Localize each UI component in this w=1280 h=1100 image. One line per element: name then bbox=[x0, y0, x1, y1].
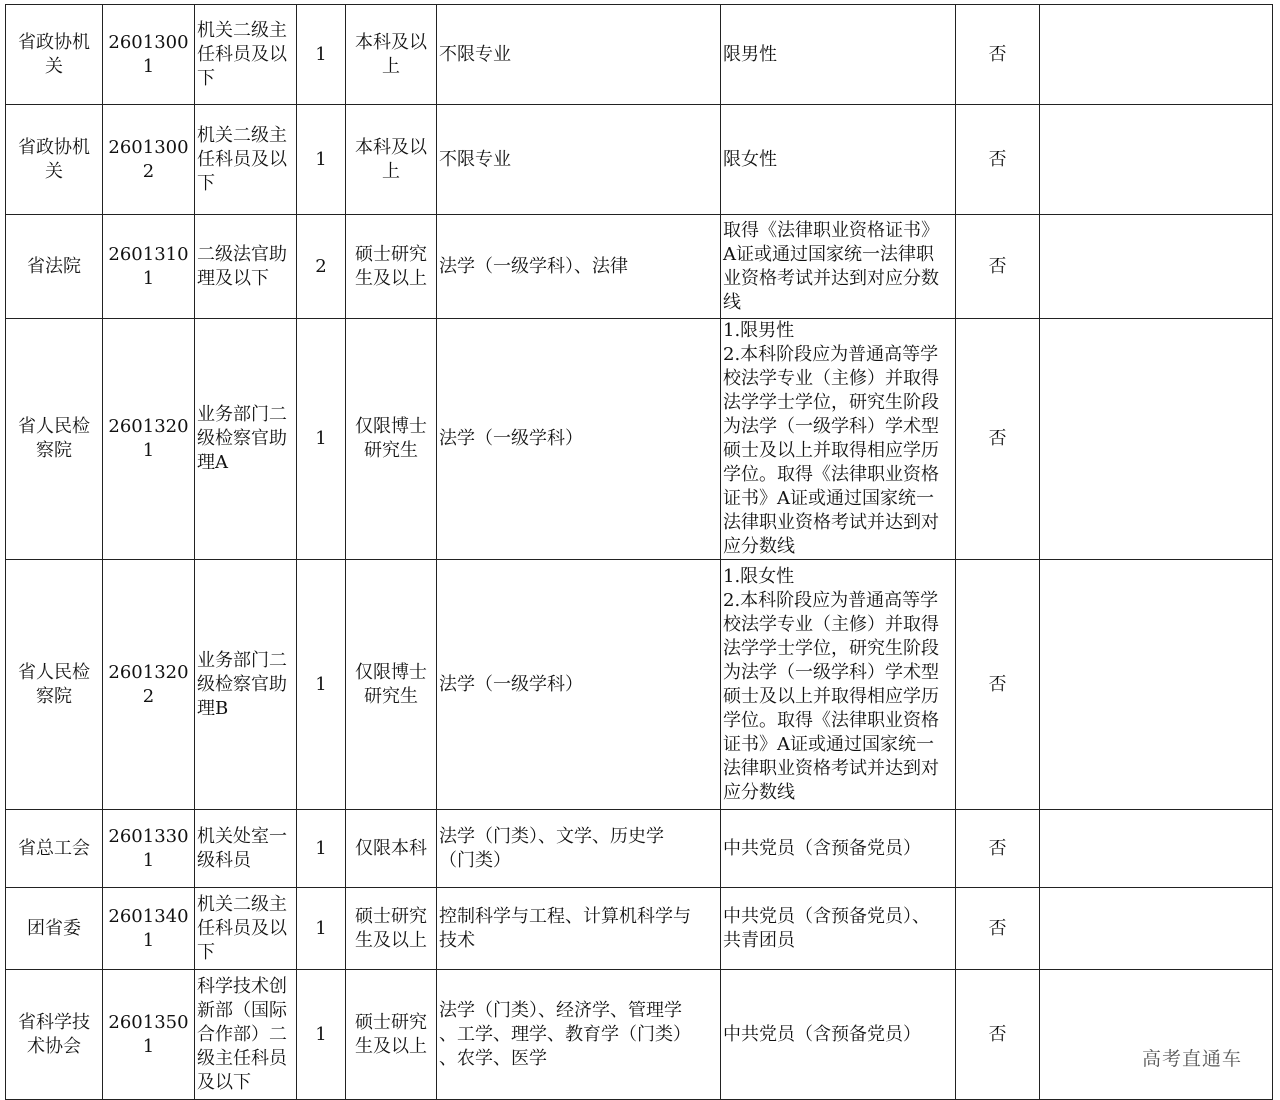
note-cell bbox=[1040, 810, 1273, 888]
position-cell-line: 二级法官助 bbox=[197, 243, 287, 265]
requirements-cell bbox=[721, 970, 956, 1100]
requirements-cell bbox=[721, 888, 956, 970]
requirements-cell-line: 校法学专业（主修）并取得 bbox=[723, 368, 939, 389]
position-cell-line: 合作部）二 bbox=[197, 1023, 287, 1045]
dept-cell bbox=[6, 215, 103, 319]
count-cell: 1 bbox=[297, 105, 346, 215]
requirements-cell-line: 中共党员（含预备党员） bbox=[723, 837, 921, 859]
table-row bbox=[6, 560, 1273, 810]
code-cell: 26013202 bbox=[103, 560, 195, 810]
education-cell bbox=[346, 5, 437, 105]
code-cell: 26013301 bbox=[103, 810, 195, 888]
table-row bbox=[6, 970, 1273, 1100]
major-cell bbox=[437, 319, 721, 560]
dept-cell-line: 省科学技 bbox=[18, 1011, 90, 1033]
position-cell-line: 任科员及以 bbox=[197, 43, 287, 65]
position-cell-line: 科学技术创 bbox=[197, 975, 287, 997]
major-cell-line: 、工学、理学、教育学（门类） bbox=[439, 1023, 691, 1045]
major-cell bbox=[437, 215, 721, 319]
requirements-cell-line: 学位。取得《法律职业资格 bbox=[723, 709, 939, 731]
major-cell-line: 法学（一级学科） bbox=[439, 428, 583, 449]
position-cell bbox=[195, 215, 297, 319]
requirements-cell-line: 学位。取得《法律职业资格 bbox=[723, 464, 939, 485]
position-cell-line: 下 bbox=[197, 172, 215, 194]
dept-cell bbox=[6, 319, 103, 560]
education-cell-line: 硕士研究 bbox=[355, 905, 427, 927]
position-cell-line: 及以下 bbox=[197, 1071, 251, 1093]
dept-cell-line: 关 bbox=[45, 55, 63, 77]
count-cell: 1 bbox=[297, 5, 346, 105]
dept-cell bbox=[6, 810, 103, 888]
major-cell-line: 法学（一级学科） bbox=[439, 673, 583, 695]
dept-cell-line: 察院 bbox=[36, 440, 72, 461]
position-cell-line: 机关处室一 bbox=[197, 825, 287, 847]
requirements-cell bbox=[721, 810, 956, 888]
education-cell-line: 生及以上 bbox=[355, 267, 427, 289]
count-cell: 1 bbox=[297, 970, 346, 1100]
dept-cell bbox=[6, 560, 103, 810]
major-cell-line: （门类） bbox=[439, 849, 511, 871]
position-cell bbox=[195, 888, 297, 970]
note-cell bbox=[1040, 319, 1273, 560]
flag-cell: 否 bbox=[956, 105, 1040, 215]
position-cell bbox=[195, 970, 297, 1100]
position-cell bbox=[195, 319, 297, 560]
flag-cell: 否 bbox=[956, 888, 1040, 970]
requirements-cell-line: A证或通过国家统一法律职 bbox=[723, 243, 934, 265]
education-cell-line: 本科及以 bbox=[355, 31, 427, 53]
table-row bbox=[6, 319, 1273, 560]
major-cell-line: 不限专业 bbox=[439, 148, 511, 170]
flag-cell: 否 bbox=[956, 319, 1040, 560]
position-cell-line: 业务部门二 bbox=[197, 649, 287, 671]
requirements-cell-line: 限女性 bbox=[723, 148, 777, 170]
requirements-cell-line: 校法学专业（主修）并取得 bbox=[723, 613, 939, 635]
major-cell bbox=[437, 105, 721, 215]
requirements-cell-line: 中共党员（含预备党员）、 bbox=[723, 905, 930, 927]
requirements-cell bbox=[721, 105, 956, 215]
requirements-cell-line: 线 bbox=[723, 291, 741, 313]
requirements-cell-line: 取得《法律职业资格证书》 bbox=[723, 219, 939, 241]
education-cell bbox=[346, 560, 437, 810]
major-cell-line: 不限专业 bbox=[439, 43, 511, 65]
requirements-cell-line: 2.本科阶段应为普通高等学 bbox=[723, 344, 939, 365]
code-cell: 26013002 bbox=[103, 105, 195, 215]
dept-cell-line: 省政协机 bbox=[18, 136, 90, 158]
position-cell bbox=[195, 810, 297, 888]
education-cell-line: 硕士研究 bbox=[355, 243, 427, 265]
major-cell-line: 、农学、医学 bbox=[439, 1047, 547, 1069]
position-cell-line: 机关二级主 bbox=[197, 893, 287, 915]
note-cell bbox=[1040, 5, 1273, 105]
requirements-cell bbox=[721, 319, 956, 560]
education-cell bbox=[346, 810, 437, 888]
position-cell-line: 下 bbox=[197, 67, 215, 89]
education-cell bbox=[346, 888, 437, 970]
requirements-cell-line: 共青团员 bbox=[723, 929, 795, 951]
dept-cell-line: 团省委 bbox=[27, 917, 81, 939]
dept-cell-line: 省政协机 bbox=[18, 31, 90, 53]
education-cell-line: 仅限博士 bbox=[355, 416, 427, 437]
dept-cell bbox=[6, 888, 103, 970]
requirements-cell-line: 证书》A证或通过国家统一 bbox=[723, 733, 934, 755]
dept-cell-line: 关 bbox=[45, 160, 63, 182]
code-cell: 26013001 bbox=[103, 5, 195, 105]
code-cell: 26013101 bbox=[103, 215, 195, 319]
note-cell bbox=[1040, 970, 1273, 1100]
position-cell-line: 机关二级主 bbox=[197, 19, 287, 41]
requirements-cell bbox=[721, 5, 956, 105]
education-cell-line: 上 bbox=[382, 55, 400, 77]
code-cell: 26013501 bbox=[103, 970, 195, 1100]
requirements-cell bbox=[721, 560, 956, 810]
note-cell bbox=[1040, 560, 1273, 810]
position-cell-line: 任科员及以 bbox=[197, 917, 287, 939]
requirements-cell-line: 业资格考试并达到对应分数 bbox=[723, 267, 939, 289]
dept-cell-line: 省人民检 bbox=[18, 416, 90, 437]
note-cell bbox=[1040, 215, 1273, 319]
flag-cell: 否 bbox=[956, 970, 1040, 1100]
count-cell: 2 bbox=[297, 215, 346, 319]
count-cell: 1 bbox=[297, 888, 346, 970]
requirements-cell-line: 法学学士学位，研究生阶段 bbox=[723, 637, 939, 659]
flag-cell: 否 bbox=[956, 215, 1040, 319]
requirements-cell-line: 应分数线 bbox=[723, 781, 795, 803]
count-cell: 1 bbox=[297, 319, 346, 560]
major-cell bbox=[437, 810, 721, 888]
position-cell-line: 级检察官助 bbox=[197, 428, 287, 449]
requirements-cell-line: 为法学（一级学科）学术型 bbox=[723, 661, 939, 683]
position-cell-line: 理B bbox=[197, 697, 229, 719]
requirements-cell-line: 法律职业资格考试并达到对 bbox=[723, 757, 939, 779]
count-cell: 1 bbox=[297, 560, 346, 810]
education-cell-line: 研究生 bbox=[364, 685, 418, 707]
position-cell bbox=[195, 5, 297, 105]
table-row bbox=[6, 888, 1273, 970]
education-cell-line: 仅限本科 bbox=[355, 837, 427, 859]
requirements-cell-line: 中共党员（含预备党员） bbox=[723, 1023, 921, 1045]
dept-cell-line: 察院 bbox=[36, 685, 72, 707]
major-cell bbox=[437, 5, 721, 105]
major-cell-line: 法学（一级学科）、法律 bbox=[439, 255, 628, 277]
table-row bbox=[6, 810, 1273, 888]
requirements-cell-line: 应分数线 bbox=[723, 536, 795, 557]
dept-cell bbox=[6, 5, 103, 105]
dept-cell-line: 省总工会 bbox=[18, 837, 90, 859]
position-cell-line: 理A bbox=[197, 452, 228, 473]
education-cell-line: 生及以上 bbox=[355, 1035, 427, 1057]
note-cell bbox=[1040, 105, 1273, 215]
position-cell bbox=[195, 105, 297, 215]
education-cell-line: 仅限博士 bbox=[355, 661, 427, 683]
major-cell-line: 控制科学与工程、计算机科学与 bbox=[439, 905, 691, 927]
major-cell-line: 法学（门类）、经济学、管理学 bbox=[439, 999, 682, 1021]
dept-cell-line: 省人民检 bbox=[18, 661, 90, 683]
watermark-text: 高考直通车 bbox=[1142, 1048, 1243, 1070]
requirements-cell bbox=[721, 215, 956, 319]
requirements-cell-line: 硕士及以上并取得相应学历 bbox=[723, 440, 939, 461]
dept-cell bbox=[6, 970, 103, 1100]
education-cell-line: 硕士研究 bbox=[355, 1011, 427, 1033]
position-cell-line: 业务部门二 bbox=[197, 404, 287, 425]
requirements-cell-line: 2.本科阶段应为普通高等学 bbox=[723, 589, 939, 611]
education-cell-line: 本科及以 bbox=[355, 136, 427, 158]
flag-cell: 否 bbox=[956, 810, 1040, 888]
major-cell bbox=[437, 970, 721, 1100]
table-row bbox=[6, 5, 1273, 105]
position-cell-line: 级检察官助 bbox=[197, 673, 287, 695]
education-cell bbox=[346, 319, 437, 560]
major-cell bbox=[437, 560, 721, 810]
requirements-cell-line: 法学学士学位，研究生阶段 bbox=[723, 392, 939, 413]
dept-cell-line: 术协会 bbox=[27, 1035, 81, 1057]
code-cell: 26013401 bbox=[103, 888, 195, 970]
position-cell-line: 机关二级主 bbox=[197, 124, 287, 146]
education-cell bbox=[346, 105, 437, 215]
dept-cell bbox=[6, 105, 103, 215]
count-cell: 1 bbox=[297, 810, 346, 888]
requirements-cell-line: 证书》A证或通过国家统一 bbox=[723, 488, 934, 509]
position-cell-line: 下 bbox=[197, 941, 215, 963]
note-cell bbox=[1040, 888, 1273, 970]
requirements-cell-line: 为法学（一级学科）学术型 bbox=[723, 416, 939, 437]
education-cell bbox=[346, 970, 437, 1100]
flag-cell: 否 bbox=[956, 560, 1040, 810]
requirements-cell-line: 1.限女性 bbox=[723, 565, 795, 587]
education-cell-line: 研究生 bbox=[364, 440, 418, 461]
major-cell-line: 法学（门类）、文学、历史学 bbox=[439, 825, 664, 847]
position-cell-line: 新部（国际 bbox=[197, 999, 287, 1021]
position-cell-line: 级科员 bbox=[197, 849, 251, 871]
requirements-cell-line: 限男性 bbox=[723, 43, 777, 65]
requirements-cell-line: 1.限男性 bbox=[723, 320, 795, 341]
table-row bbox=[6, 105, 1273, 215]
education-cell-line: 生及以上 bbox=[355, 929, 427, 951]
dept-cell-line: 省法院 bbox=[27, 255, 81, 277]
education-cell-line: 上 bbox=[382, 160, 400, 182]
position-cell-line: 理及以下 bbox=[197, 267, 269, 289]
flag-cell: 否 bbox=[956, 5, 1040, 105]
major-cell-line: 技术 bbox=[439, 929, 475, 951]
requirements-cell-line: 硕士及以上并取得相应学历 bbox=[723, 685, 939, 707]
position-cell-line: 级主任科员 bbox=[197, 1047, 287, 1069]
code-cell: 26013201 bbox=[103, 319, 195, 560]
education-cell bbox=[346, 215, 437, 319]
position-cell-line: 任科员及以 bbox=[197, 148, 287, 170]
requirements-cell-line: 法律职业资格考试并达到对 bbox=[723, 512, 939, 533]
position-cell bbox=[195, 560, 297, 810]
job-table bbox=[5, 4, 1273, 1100]
major-cell bbox=[437, 888, 721, 970]
table-row bbox=[6, 215, 1273, 319]
